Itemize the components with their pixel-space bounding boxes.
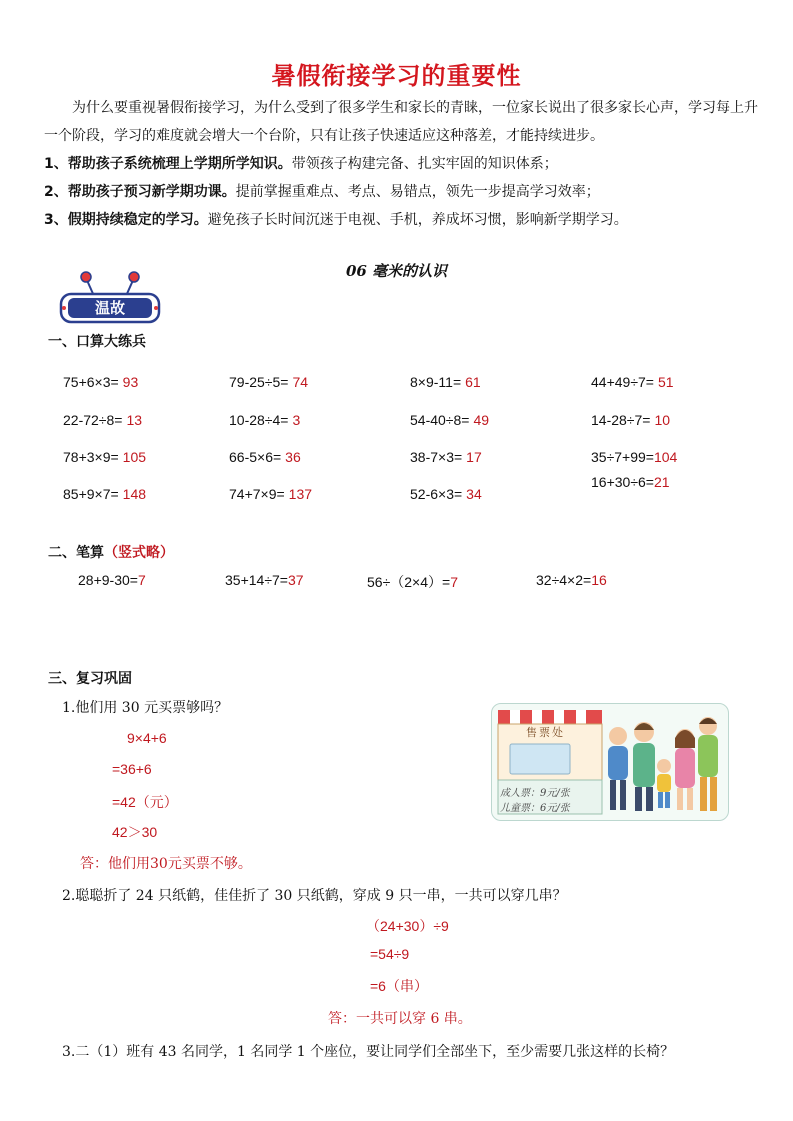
problem-3-question: 3.二（1）班有 43 名同学，1 名同学 1 个座位，要让同学们全部坐下，至少需要几张这样的长椅？ [62,1044,675,1060]
oral-item: 22-72÷8= 13 [63,412,143,428]
intro-point-1-bold: 1、帮助孩子系统梳理上学期所学知识。 [44,156,292,172]
oral-item: 74+7×9= 137 [229,486,313,502]
intro-point-3 [44,206,764,234]
intro-point-2 [44,178,764,206]
oral-item: 66-5×6= 36 [229,449,301,465]
oral-item: 85+9×7= 148 [63,486,147,502]
problem-1-answer: 答：他们用30元买票不够。 [80,856,252,872]
problem-2-step: =6（串） [370,978,428,994]
written-item: 28+9-30=7 [78,572,146,588]
section3-heading: 三、复习巩固 [48,671,132,687]
written-item: 35+14÷7=37 [225,572,304,588]
problem-2-step: （24+30）÷9 [366,918,449,934]
problem-2-answer: 答：一共可以穿 6 串。 [328,1011,472,1027]
oral-item: 35÷7+99=104 [591,449,678,465]
intro-point-3-text: 避免孩子长时间沉迷于电视、手机，养成坏习惯，影响新学期学习。 [207,212,628,228]
ticket-booth-illustration [491,703,729,821]
oral-item: 38-7×3= 17 [410,449,482,465]
oral-item: 8×9-11= 61 [410,374,481,390]
oral-item: 52-6×3= 34 [410,486,482,502]
problem-1-step: 9×4+6 [127,730,167,746]
oral-item: 10-28÷4= 3 [229,412,301,428]
intro-point-1-text: 带领孩子构建完备、扎实牢固的知识体系； [291,156,558,172]
oral-item: 44+49÷7= 51 [591,374,674,390]
booth-sign: 售票处 [526,726,565,739]
review-badge-label: 温故 [94,299,125,317]
written-item: 56÷（2×4）=7 [367,574,458,590]
oral-item: 14-28÷7= 10 [591,412,671,428]
problem-2-step: =54÷9 [370,946,410,962]
written-item: 32÷4×2=16 [536,572,607,588]
oral-item: 16+30÷6=21 [591,474,670,490]
problem-1-step: =42（元） [112,794,178,810]
oral-item: 54-40÷8= 49 [410,412,490,428]
problem-1-step: 42＞30 [112,824,158,840]
intro-point-3-bold: 3、假期持续稳定的学习。 [44,212,208,228]
section1-heading: 一、口算大练兵 [48,334,146,350]
adult-ticket-price: 成人票：9元/张 [500,788,570,799]
section2-note: （竖式略） [104,545,174,561]
oral-item: 79-25÷5= 74 [229,374,309,390]
lesson-title: 06 毫米的认识 [345,262,448,280]
oral-item: 75+6×3= 93 [63,374,139,390]
problem-1-question: 1.他们用 30 元买票够吗？ [62,700,229,716]
intro-point-2-text: 提前掌握重难点、考点、易错点，领先一步提高学习效率； [235,184,600,200]
page-title: 暑假衔接学习的重要性 [271,62,522,90]
intro-block [44,94,764,234]
oral-item: 78+3×9= 105 [63,449,147,465]
intro-paragraph: 为什么要重视暑假衔接学习，为什么受到了很多学生和家长的青睐，一位家长说出了很多家长心声，学习每上升一个阶段，学习的难度就会增大一个台阶，只有让孩子快速适应这种落差，才能持续进步。 [44,100,758,144]
child-ticket-price: 儿童票：6元/张 [500,803,570,814]
section2-heading: 二、笔算（竖式略） [48,545,174,561]
problem-2-question: 2.聪聪折了 24 只纸鹤，佳佳折了 30 只纸鹤，穿成 9 只一串，一共可以穿几串？ [62,888,567,904]
problem-1-step: =36+6 [112,761,152,777]
intro-point-2-bold: 2、帮助孩子预习新学期功课。 [44,184,236,200]
intro-point-1 [44,150,764,178]
